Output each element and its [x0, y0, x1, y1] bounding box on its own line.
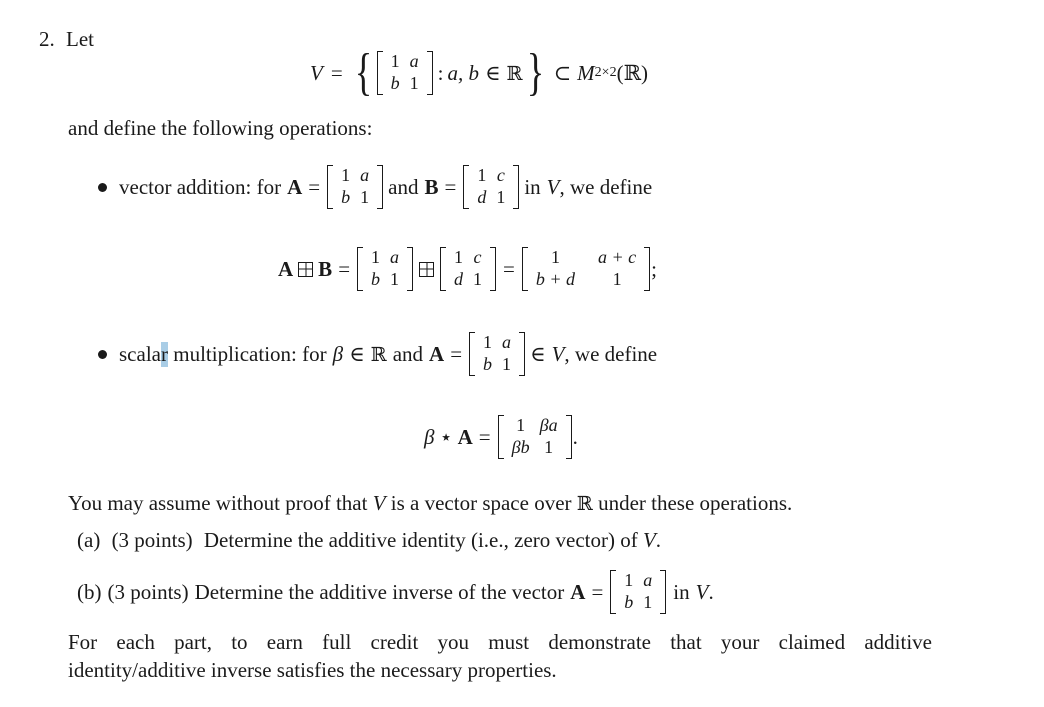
m12: a — [409, 51, 419, 72]
boxplus-icon — [298, 262, 313, 277]
we-define-text: , we define — [559, 174, 653, 199]
b22: 1 — [496, 187, 506, 207]
b12: c — [496, 165, 505, 186]
points-label: (3 points) — [111, 528, 193, 552]
p12: βa — [539, 415, 558, 436]
equals-sign: = — [444, 174, 457, 199]
matrix-A-label: A — [429, 341, 445, 366]
s22: 1 — [612, 269, 622, 289]
period: . — [572, 424, 578, 449]
closing-line-2: identity/additive inverse satisfies the necessary properties. — [68, 658, 557, 682]
element-of: ∈ — [484, 60, 501, 85]
assume-sentence — [68, 491, 792, 516]
equals-sign: = — [330, 60, 343, 85]
matrix-B — [462, 165, 520, 208]
var-V: V — [310, 60, 323, 85]
points-label: (3 points) — [107, 579, 189, 604]
m21: b — [390, 73, 400, 93]
a21: b — [341, 187, 351, 207]
a12: a — [502, 332, 512, 353]
a22: 1 — [360, 187, 370, 207]
a21: b — [371, 269, 381, 289]
in-text: in — [673, 579, 690, 604]
matrix-A — [356, 247, 414, 290]
equals-sign: = — [478, 424, 491, 449]
p21: βb — [511, 437, 530, 457]
scalar-equation — [424, 408, 578, 466]
semicolon: ; — [651, 256, 658, 281]
problem-heading — [39, 27, 94, 52]
in-text: in — [524, 174, 541, 199]
period: . — [708, 579, 714, 604]
matrix-space: M — [577, 60, 595, 85]
period: . — [655, 528, 662, 552]
addition-equation — [278, 240, 657, 298]
equals-sign: = — [338, 256, 351, 281]
matrix-V — [376, 51, 434, 94]
a11: 1 — [341, 165, 351, 186]
assume-pre: You may assume without proof that — [68, 491, 368, 515]
matrix-B-label: B — [318, 256, 333, 281]
set-definition — [310, 42, 648, 104]
p11: 1 — [516, 415, 526, 436]
we-define-text: , we define — [564, 341, 658, 366]
matrix-B-label: B — [424, 174, 439, 199]
define-ops-text: and define the following operations: — [68, 116, 373, 140]
beta-symbol: β — [424, 424, 435, 449]
s12: a + c — [598, 247, 637, 268]
and-text: and — [392, 341, 424, 366]
such-that: : — [437, 60, 444, 85]
matrix-A-label: A — [287, 174, 303, 199]
matrix-B — [439, 247, 497, 290]
a22: 1 — [502, 354, 512, 374]
scalar-label-part: scala — [119, 341, 161, 366]
element-of: ∈ — [349, 341, 365, 366]
part-label: (b) — [77, 579, 102, 604]
b12: c — [473, 247, 482, 268]
assume-post: under these operations. — [598, 491, 793, 515]
var-V: V — [695, 579, 709, 604]
equals-sign: = — [450, 341, 463, 366]
bullet-scalar-multiplication — [98, 325, 657, 383]
left-brace: { — [354, 44, 372, 101]
text-selection-highlight: r — [160, 341, 168, 366]
problem-intro: Let — [66, 27, 94, 51]
boxplus-icon — [419, 262, 434, 277]
b21: d — [454, 269, 464, 289]
and-text: and — [388, 174, 419, 199]
part-b — [77, 563, 714, 621]
a12: a — [360, 165, 370, 186]
b11: 1 — [477, 165, 487, 186]
var-V: V — [642, 528, 656, 552]
problem-number: 2. — [39, 27, 55, 51]
a22: 1 — [390, 269, 400, 289]
a11: 1 — [624, 570, 634, 591]
bullet-icon — [98, 350, 107, 359]
equals-sign: = — [308, 174, 321, 199]
var-V: V — [551, 341, 565, 366]
b22: 1 — [473, 269, 483, 289]
matrix-sum — [521, 247, 651, 290]
a12: a — [643, 570, 653, 591]
part-label: (a) — [77, 528, 101, 552]
assume-mid: is a vector space over — [390, 491, 572, 515]
part-a — [77, 528, 661, 553]
condition-vars: a, b — [447, 60, 479, 85]
scalar-label-rest: multiplication: for — [167, 341, 327, 366]
element-of: ∈ — [530, 341, 546, 366]
part-text: Determine the additive identity (i.e., zero vector) of — [203, 528, 638, 552]
beta-symbol: β — [332, 341, 344, 366]
b21: d — [477, 187, 487, 207]
right-brace: } — [526, 44, 544, 101]
matrix-A-label: A — [278, 256, 294, 281]
closing-line-1: For each part, to earn full credit you must demonstrate that your claimed additive — [68, 630, 932, 654]
s11: 1 — [550, 247, 560, 268]
matrix-A — [326, 165, 384, 208]
reals-symbol: ℝ — [370, 342, 387, 366]
bullet-vector-addition — [98, 158, 652, 216]
matrix-scaled — [497, 415, 573, 458]
var-V: V — [372, 491, 386, 515]
part-text: Determine the additive inverse of the vector — [194, 579, 565, 604]
matrix-space-field: (ℝ) — [616, 60, 649, 85]
matrix-space-dim: 2×2 — [594, 65, 617, 80]
equals-sign: = — [503, 256, 515, 281]
s21: b + d — [535, 269, 576, 289]
b11: 1 — [454, 247, 464, 268]
p22: 1 — [544, 437, 554, 457]
equals-sign: = — [591, 579, 604, 604]
matrix-A — [468, 332, 526, 375]
bullet-icon — [98, 183, 107, 192]
matrix-A-label: A — [457, 424, 473, 449]
closing-paragraph — [68, 628, 932, 684]
subset-symbol: ⊂ — [553, 60, 572, 85]
var-V: V — [546, 174, 560, 199]
matrix-A-label: A — [570, 579, 586, 604]
a22: 1 — [643, 592, 653, 612]
m11: 1 — [390, 51, 400, 72]
reals-symbol: ℝ — [576, 492, 593, 515]
reals-symbol: ℝ — [506, 61, 523, 85]
vector-addition-label: vector addition: for — [119, 174, 282, 199]
matrix-A — [609, 570, 667, 613]
a21: b — [483, 354, 493, 374]
star-operator-icon: ⋆ — [439, 424, 453, 449]
a12: a — [390, 247, 400, 268]
a11: 1 — [483, 332, 493, 353]
m22: 1 — [409, 73, 419, 93]
a11: 1 — [371, 247, 381, 268]
a21: b — [624, 592, 634, 612]
